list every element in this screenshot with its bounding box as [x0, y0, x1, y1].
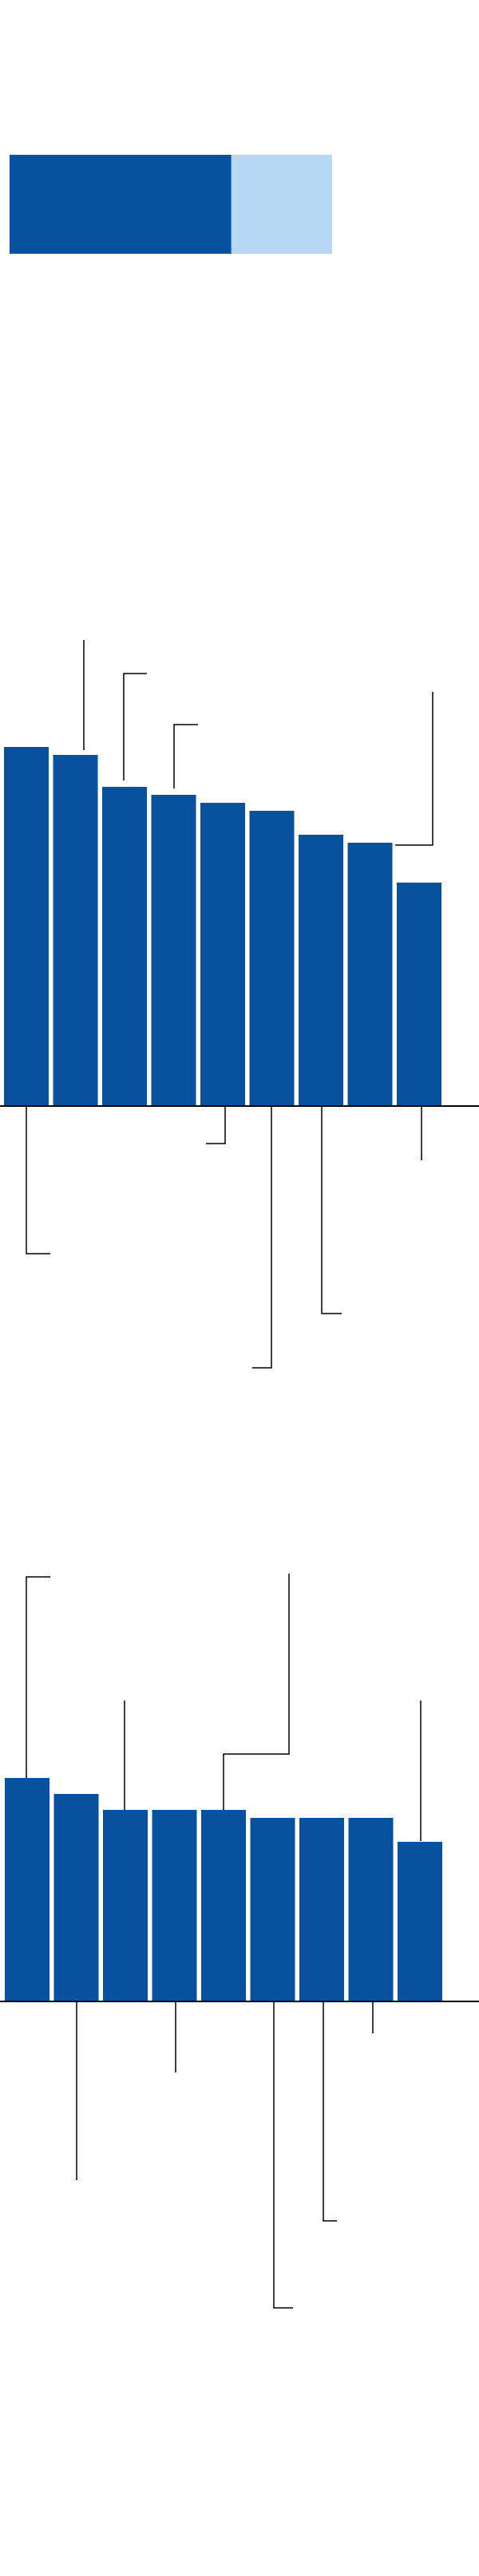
bar-7: [299, 1818, 344, 2001]
leader-line-6: [206, 1106, 225, 1144]
bar-8: [349, 1818, 394, 2001]
bar-chart-bottom: [0, 1574, 479, 2308]
leader-line-8: [322, 1106, 342, 1314]
leader-line-4: [395, 692, 433, 845]
bar-7: [299, 835, 343, 1106]
bar-6: [251, 1818, 295, 2001]
leader-line-5: [26, 1106, 50, 1254]
bar-5: [201, 1810, 246, 2001]
leader-line-3: [174, 725, 198, 788]
bar-3: [103, 1810, 148, 2001]
bar-9: [397, 883, 441, 1106]
bar-1: [5, 1778, 49, 2001]
leader-line-2: [124, 674, 147, 780]
stacked-bar-group: [10, 155, 332, 254]
bar-2: [54, 1794, 99, 2001]
stack-segment-light: [232, 155, 332, 254]
bar-1: [4, 747, 49, 1106]
bars-bottom: [5, 1778, 442, 2001]
bars-top: [4, 747, 441, 1106]
bar-2: [53, 755, 98, 1106]
leader-line-7: [274, 2001, 293, 2308]
bar-3: [102, 787, 147, 1106]
bar-5: [200, 803, 245, 1106]
bar-chart-top: [0, 640, 479, 1368]
leader-line-3: [224, 1574, 289, 1811]
leader-line-7: [252, 1106, 271, 1368]
bar-6: [250, 811, 295, 1106]
leader-line-8: [323, 2001, 337, 2221]
bar-4: [152, 1810, 197, 2001]
bar-4: [152, 795, 196, 1106]
bar-9: [398, 1842, 442, 2001]
leader-line-1: [26, 1577, 50, 1780]
stack-segment-dark: [10, 155, 232, 254]
bar-8: [348, 843, 393, 1106]
